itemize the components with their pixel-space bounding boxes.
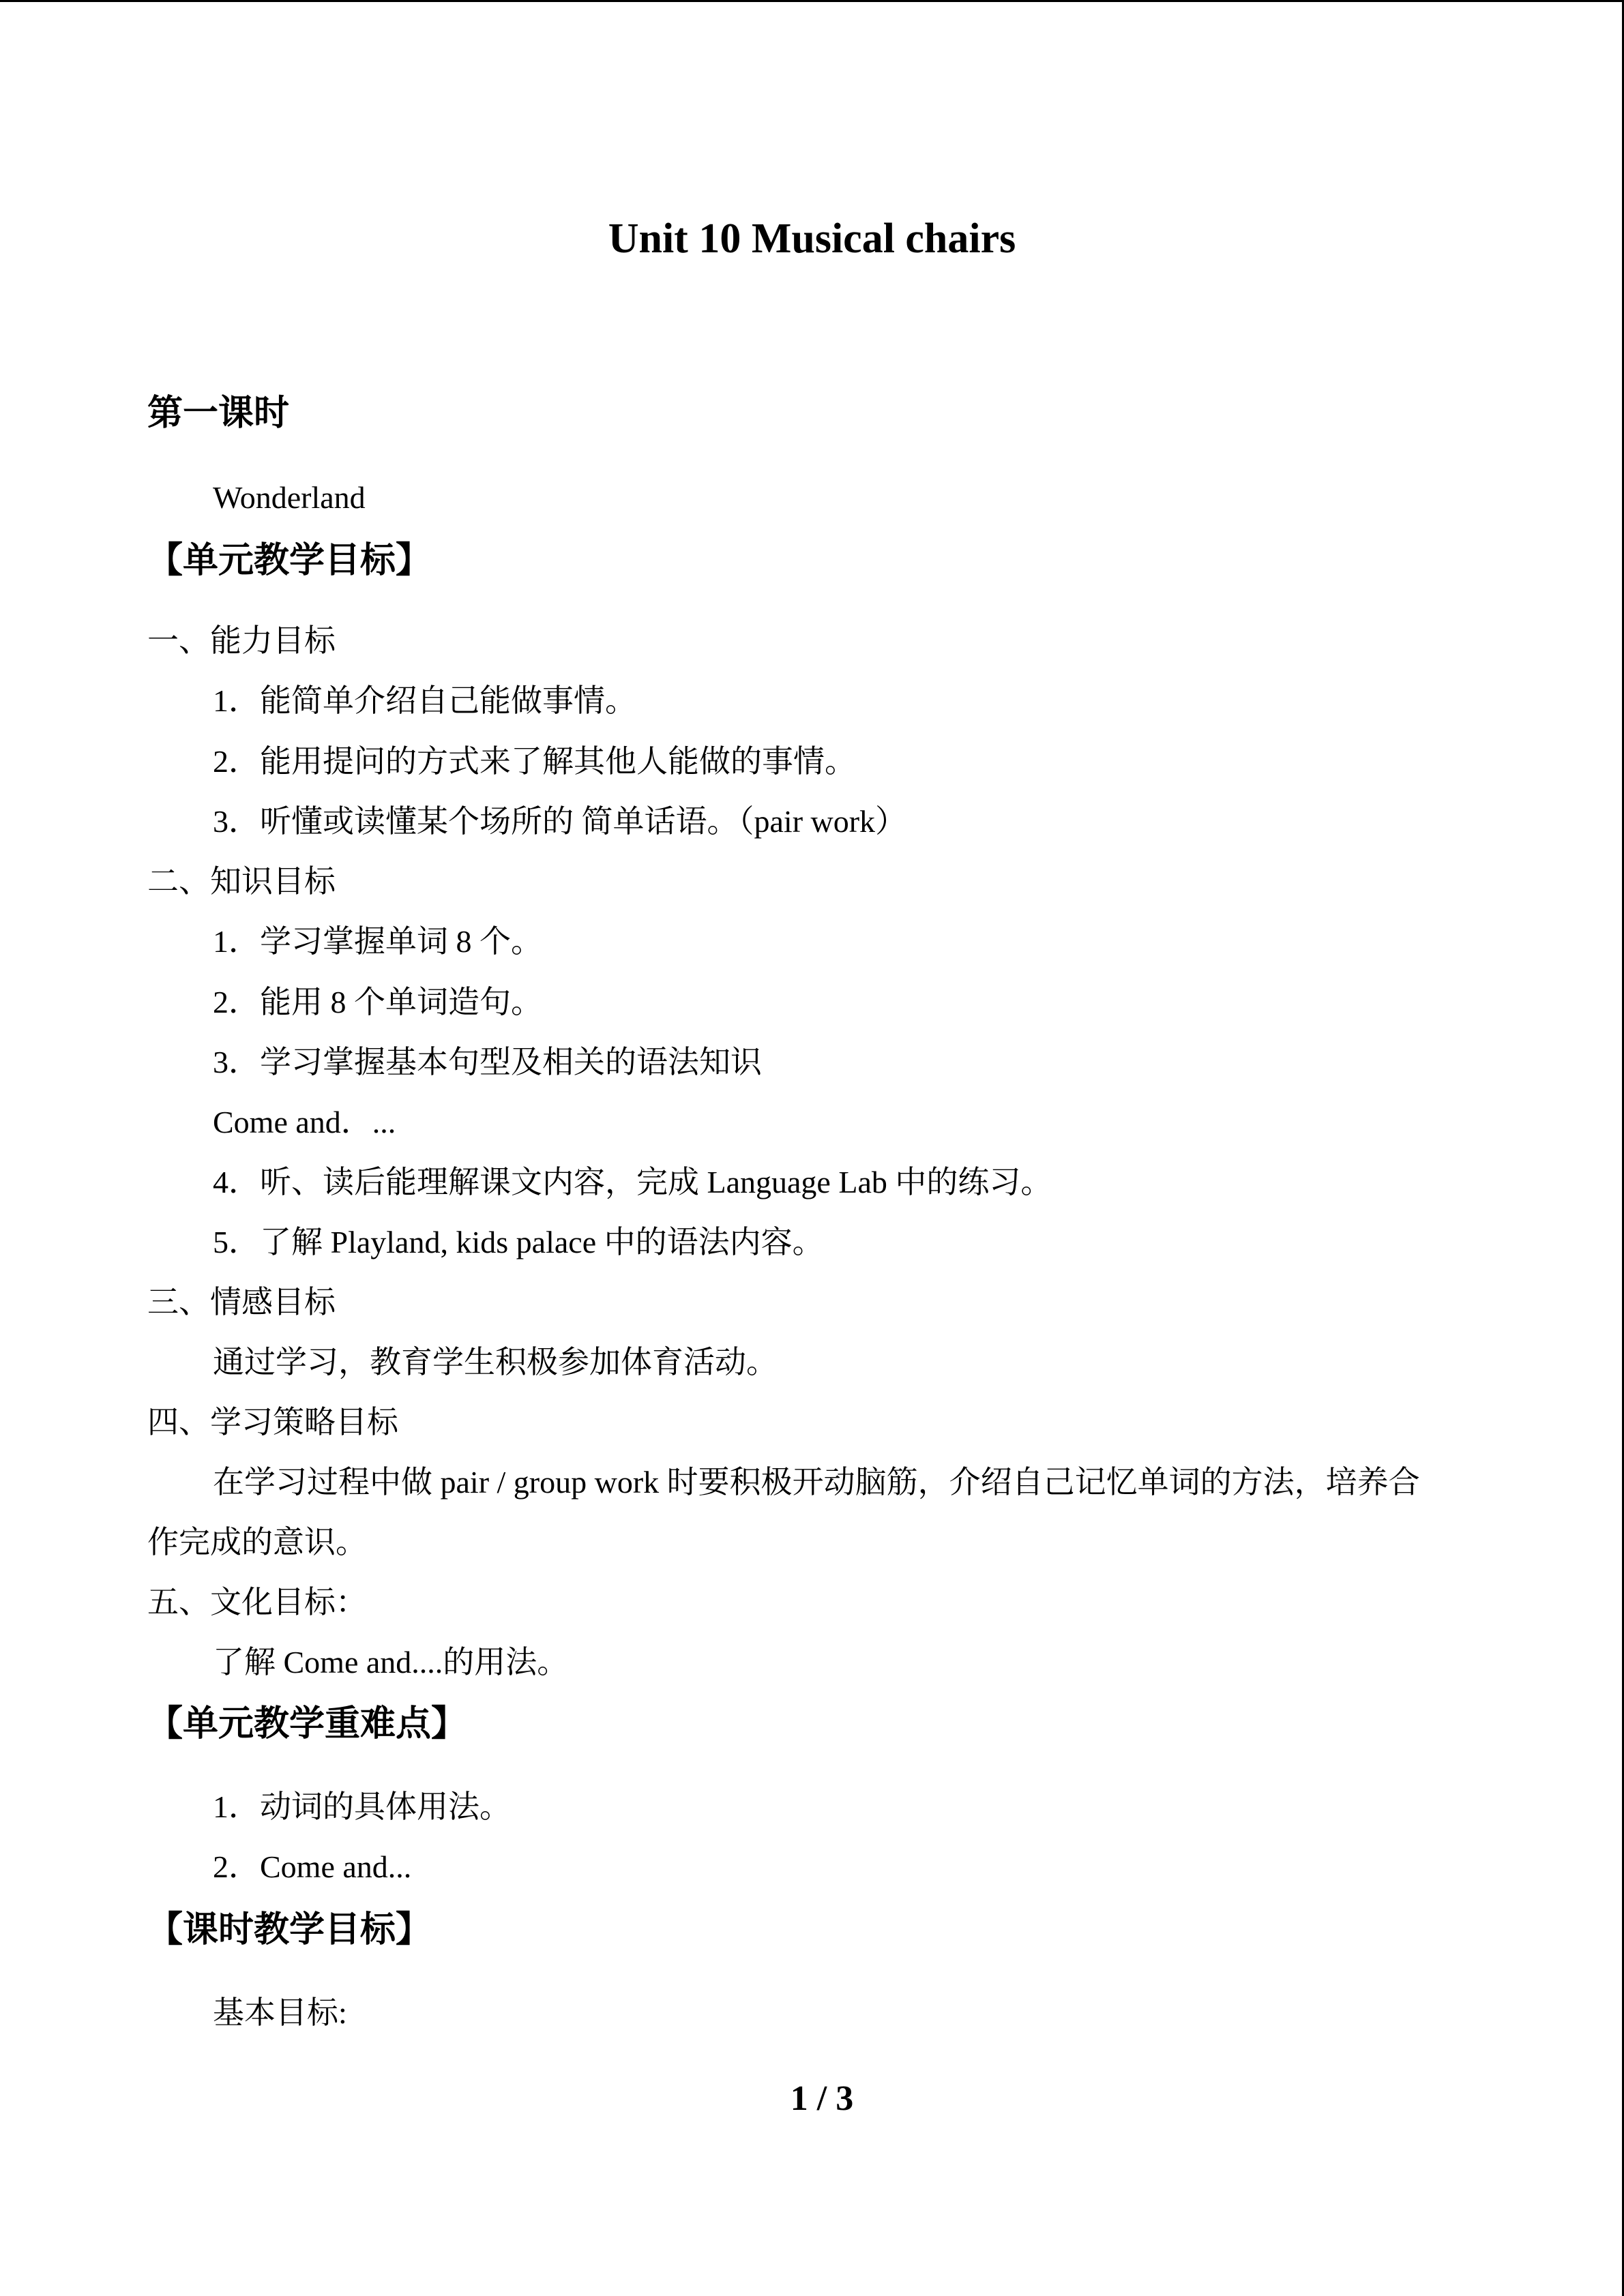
strategy-heading: 四、学习策略目标 <box>147 1405 398 1440</box>
strategy-text-continued: 作完成的意识。 <box>147 1525 367 1560</box>
section-heading-key-points: 【单元教学重难点】 <box>147 1703 467 1744</box>
page-number: 1 / 3 <box>790 2079 854 2118</box>
ability-item: 1．能简单介绍自己能做事情。 <box>213 683 636 718</box>
knowledge-heading: 二、知识目标 <box>147 864 336 899</box>
culture-heading: 五、文化目标： <box>147 1585 367 1620</box>
ability-heading: 一、能力目标 <box>147 623 336 658</box>
knowledge-pattern: Come and．... <box>213 1105 396 1139</box>
key-point-item: 1．动词的具体用法。 <box>213 1789 511 1824</box>
knowledge-item: 2．能用 8 个单词造句。 <box>213 985 542 1019</box>
basic-goals: 基本目标: <box>213 1995 347 2030</box>
knowledge-item: 4．听、读后能理解课文内容，完成 Language Lab 中的练习。 <box>213 1165 1052 1199</box>
knowledge-item: 3．学习掌握基本句型及相关的语法知识 <box>213 1045 762 1079</box>
knowledge-item: 5．了解 Playland, kids palace 中的语法内容。 <box>213 1225 824 1259</box>
emotion-heading: 三、情感目标 <box>147 1285 336 1320</box>
strategy-text: 在学习过程中做 pair / group work 时要积极开动脑筋，介绍自己记忆单词的方法，培养合 <box>213 1465 1420 1500</box>
lesson-heading: 第一课时 <box>147 393 290 434</box>
culture-text: 了解 Come and....的用法。 <box>213 1645 569 1680</box>
ability-item: 3．听懂或读懂某个场所的 简单话语。（pair work） <box>213 804 907 839</box>
subtitle: Wonderland <box>213 480 366 515</box>
key-point-item: 2．Come and... <box>213 1849 412 1884</box>
knowledge-item: 1．学习掌握单词 8 个。 <box>213 924 542 959</box>
emotion-text: 通过学习，教育学生积极参加体育活动。 <box>213 1345 778 1380</box>
document-title: Unit 10 Musical chairs <box>608 215 1016 262</box>
ability-item: 2．能用提问的方式来了解其他人能做的事情。 <box>213 744 856 779</box>
section-heading-lesson-goals: 【课时教学目标】 <box>147 1909 432 1950</box>
section-heading-unit-goals: 【单元教学目标】 <box>147 540 432 581</box>
